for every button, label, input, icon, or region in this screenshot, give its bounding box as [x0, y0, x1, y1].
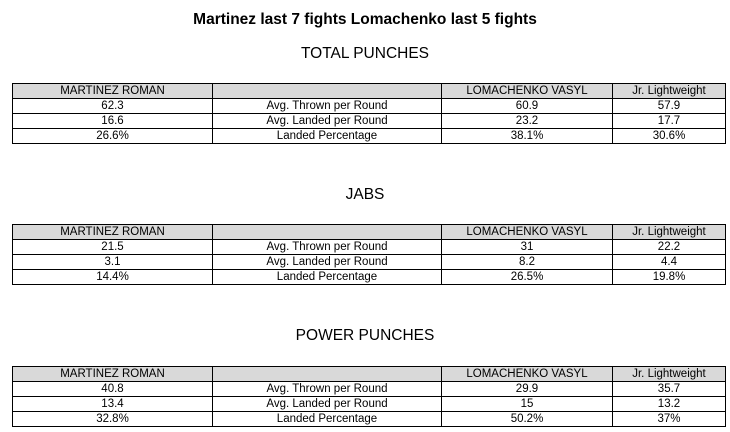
table-row [13, 397, 726, 412]
section-title-power-punches: POWER PUNCHES [295, 327, 435, 344]
table-header-row [13, 367, 726, 382]
table-header-row [13, 84, 726, 99]
section-title-total-punches: TOTAL PUNCHES [300, 45, 430, 62]
stat-label: Avg. Thrown per Round [213, 382, 442, 397]
division-value: 4.4 [613, 255, 726, 270]
header-division: Jr. Lightweight [613, 367, 726, 382]
division-value: 35.7 [613, 382, 726, 397]
lomachenko-value: 23.2 [442, 114, 613, 129]
header-stat [213, 225, 442, 240]
stat-label: Landed Percentage [213, 412, 442, 427]
jabs-table [12, 224, 726, 285]
division-value: 17.7 [613, 114, 726, 129]
stat-label: Avg. Landed per Round [213, 255, 442, 270]
martinez-value: 26.6% [13, 129, 213, 144]
table-row [13, 255, 726, 270]
table-row [13, 99, 726, 114]
martinez-value: 21.5 [13, 240, 213, 255]
division-value: 30.6% [613, 129, 726, 144]
header-lomachenko: LOMACHENKO VASYL [442, 84, 613, 99]
lomachenko-value: 29.9 [442, 382, 613, 397]
table-header-row [13, 225, 726, 240]
martinez-value: 40.8 [13, 382, 213, 397]
table-row [13, 240, 726, 255]
stat-label: Avg. Landed per Round [213, 114, 442, 129]
table-row [13, 270, 726, 285]
table-row [13, 412, 726, 427]
lomachenko-value: 31 [442, 240, 613, 255]
martinez-value: 62.3 [13, 99, 213, 114]
martinez-value: 13.4 [13, 397, 213, 412]
lomachenko-value: 50.2% [442, 412, 613, 427]
page-title: Martinez last 7 fights Lomachenko last 5 fights [193, 11, 537, 28]
stat-label: Avg. Landed per Round [213, 397, 442, 412]
stat-label: Landed Percentage [213, 129, 442, 144]
division-value: 13.2 [613, 397, 726, 412]
martinez-value: 14.4% [13, 270, 213, 285]
header-division: Jr. Lightweight [613, 225, 726, 240]
header-martinez: MARTINEZ ROMAN [13, 367, 213, 382]
division-value: 57.9 [613, 99, 726, 114]
table-row [13, 114, 726, 129]
martinez-value: 32.8% [13, 412, 213, 427]
martinez-value: 16.6 [13, 114, 213, 129]
division-value: 19.8% [613, 270, 726, 285]
header-martinez: MARTINEZ ROMAN [13, 84, 213, 99]
lomachenko-value: 60.9 [442, 99, 613, 114]
header-stat [213, 367, 442, 382]
header-division: Jr. Lightweight [613, 84, 726, 99]
lomachenko-value: 15 [442, 397, 613, 412]
power-punches-table [12, 366, 726, 427]
header-lomachenko: LOMACHENKO VASYL [442, 225, 613, 240]
stat-label: Landed Percentage [213, 270, 442, 285]
total-punches-table [12, 83, 726, 144]
lomachenko-value: 38.1% [442, 129, 613, 144]
division-value: 37% [613, 412, 726, 427]
stat-label: Avg. Thrown per Round [213, 99, 442, 114]
header-lomachenko: LOMACHENKO VASYL [442, 367, 613, 382]
division-value: 22.2 [613, 240, 726, 255]
lomachenko-value: 26.5% [442, 270, 613, 285]
stat-label: Avg. Thrown per Round [213, 240, 442, 255]
section-title-jabs: JABS [345, 186, 385, 203]
header-stat [213, 84, 442, 99]
header-martinez: MARTINEZ ROMAN [13, 225, 213, 240]
lomachenko-value: 8.2 [442, 255, 613, 270]
table-row [13, 382, 726, 397]
table-row [13, 129, 726, 144]
martinez-value: 3.1 [13, 255, 213, 270]
